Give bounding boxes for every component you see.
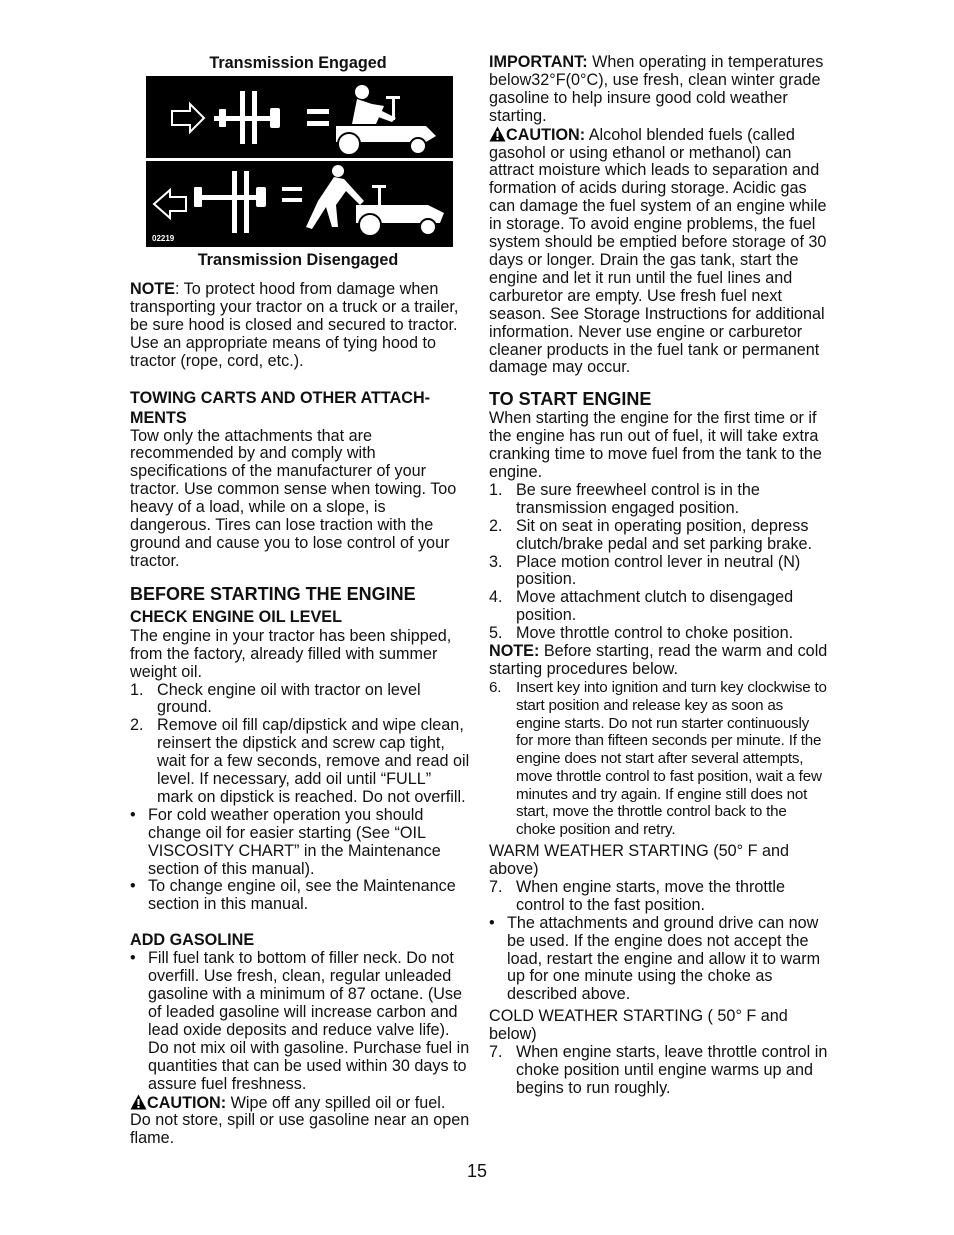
step-number: 6. — [489, 678, 502, 696]
gas-bullets — [130, 950, 470, 1093]
figure-code: 02219 — [152, 234, 175, 243]
alcohol-caution — [489, 126, 829, 378]
oil-intro: The engine in your tractor has been shipped, from the factory, already filled with summer weight oil. — [130, 626, 452, 681]
note-text: Before starting, read the warm and cold starting procedures below. — [489, 642, 828, 678]
step-number: 4. — [489, 588, 503, 607]
step-text: Move attachment clutch to disengaged position. — [516, 588, 794, 625]
starting-note — [489, 643, 829, 679]
towing-text: Tow only the attachments that are recommended by and comply with specifications of the manufacturer of your tractor. Use common sense when towing. Too heavy of a load, while on a slope, is dangerous. Tires can lose traction with the ground and cause you to lose control of your tractor. — [130, 426, 457, 570]
step-text: Move throttle control to choke position. — [516, 624, 794, 643]
important-text: When operating in temperatures below32°F(0°C), use fresh, clean winter grade gasoline to help insure good cold weather starting. — [489, 53, 824, 125]
caution-text: Alcohol blended fuels (called gasohol or using ethanol or methanol) can attract moisture which leads to separation and formation of acids during storage. Acidic gas can damage the fuel system of an engine while in storage. To avoid engine problems, the fuel system should be emptied before storage of 30 days or longer. Drain the gas tank, start the engine and let it run until the fuel lines and carburetor are empty. Use fresh fuel next season. See Storage Instructions for additional information. Never use engine or carburetor cleaner products in the fuel tank or permanent damage may occur. — [489, 125, 827, 377]
step-number: 7. — [489, 877, 503, 896]
bullet-icon: • — [130, 805, 136, 824]
bullet-text: The attachments and ground drive can now be used. If the engine does not accept the load, restart the engine and allow it to warm up for one minute using the choke as described above. — [507, 913, 821, 1004]
bullet-text: To change engine oil, see the Maintenance section in this manual. — [148, 877, 456, 914]
start-steps — [489, 482, 829, 643]
start-step — [489, 482, 829, 518]
right-text — [489, 54, 829, 1098]
gas-caution — [130, 1094, 470, 1149]
start-intro: When starting the engine for the first time or if the engine has run out of fuel, it will take extra cranking time to move fuel from the tank to the engine. — [489, 409, 822, 482]
step-number: 1. — [489, 480, 503, 499]
figure-bottom-caption: Transmission Disengaged — [197, 251, 399, 269]
page-number: 15 — [466, 1161, 488, 1181]
caution-text: Wipe off any spilled oil or fuel. Do not store, spill or use gasoline near an open flame. — [130, 1093, 470, 1148]
step-text: When engine starts, leave throttle control in choke position until engine warms up and begins to run roughly. — [516, 1043, 828, 1097]
step-number: 5. — [489, 624, 503, 643]
warm-bullet — [489, 915, 829, 1005]
caution-label: CAUTION: — [506, 125, 586, 144]
cold-step-7 — [489, 1044, 829, 1098]
towing-heading-line-1: TOWING CARTS AND OTHER ATTACH- — [130, 388, 431, 407]
oil-steps — [130, 682, 470, 807]
before-starting-heading: BEFORE STARTING THE ENGINE — [130, 583, 416, 604]
warning-icon — [130, 1094, 147, 1110]
step-number: 2. — [130, 716, 144, 735]
caution-label: CAUTION: — [147, 1093, 227, 1112]
step-text: Check engine oil with tractor on level ground. — [157, 680, 421, 717]
note-label: NOTE — [130, 280, 175, 298]
bullet-icon: • — [130, 949, 136, 968]
step-text: Be sure freewheel control is in the transmission engaged position. — [516, 480, 760, 517]
oil-bullets — [130, 807, 470, 914]
warm-step-7 — [489, 879, 829, 915]
note-text: : To protect hood from damage when transporting your tractor on a truck or a trailer, be sure hood is closed and secured to tractor. Use an appropriate means of tying hood to tractor (rope, cord, etc.). — [130, 280, 459, 370]
step-number: 2. — [489, 516, 503, 535]
towing-heading-line-2: MENTS — [130, 408, 187, 427]
start-step — [489, 589, 829, 625]
figure-top-caption: Transmission Engaged — [209, 54, 387, 72]
oil-bullet — [130, 878, 470, 914]
warning-icon — [489, 126, 506, 142]
important-label: IMPORTANT: — [489, 53, 588, 71]
note-label: NOTE: — [489, 642, 540, 661]
transmission-engaged-panel — [146, 76, 453, 158]
start-step-6 — [489, 679, 829, 839]
transmission-figure — [146, 76, 453, 247]
transmission-disengaged-panel — [146, 161, 453, 247]
step-text: When engine starts, move the throttle control to the fast position. — [516, 877, 786, 914]
start-engine-heading: TO START ENGINE — [489, 389, 652, 410]
step-number: 1. — [130, 680, 144, 699]
oil-bullet — [130, 807, 470, 879]
bullet-text: For cold weather operation you should change oil for easier starting (See “OIL VISCOSITY CHART” in the Maintenance section of this manual). — [148, 805, 441, 878]
hood-note — [130, 281, 470, 371]
start-step — [489, 518, 829, 554]
check-oil-heading: CHECK ENGINE OIL LEVEL — [130, 607, 342, 626]
start-step — [489, 625, 829, 643]
bullet-icon: • — [130, 877, 136, 896]
step-text: Sit on seat in operating position, depress clutch/brake pedal and set parking brake. — [516, 516, 813, 553]
step-number: 7. — [489, 1043, 503, 1062]
warm-weather-heading: WARM WEATHER STARTING (50° F and above) — [489, 842, 789, 878]
gas-bullet — [130, 950, 470, 1093]
step-text: Place motion control lever in neutral (N) position. — [516, 552, 801, 589]
left-text — [130, 281, 470, 1148]
oil-step — [130, 717, 470, 807]
bullet-text: Fill fuel tank to bottom of filler neck. Do not overfill. Use fresh, clean, regular unleaded gasoline with a minimum of 87 octane. (Use of leaded gasoline will increase carbon and lead oxide deposits and reduce valve life). Do not mix oil with gasoline. Purchase fuel in quantities that can be used within 30 days to assure fuel freshness. — [148, 949, 470, 1093]
start-step — [489, 554, 829, 590]
bullet-icon: • — [489, 913, 495, 932]
cold-weather-heading: COLD WEATHER STARTING ( 50° F and below) — [489, 1007, 788, 1044]
oil-step — [130, 682, 470, 718]
step-text: Remove oil fill cap/dipstick and wipe clean, reinsert the dipstick and screw cap tight, wait for a few seconds, remove and read oil level. If necessary, add oil until “FULL” mark on dipstick is reached. Do not overfill. — [157, 716, 470, 806]
add-gasoline-heading: ADD GASOLINE — [130, 931, 255, 950]
towing-heading — [130, 388, 470, 428]
step-number: 3. — [489, 552, 503, 571]
step-text: Insert key into ignition and turn key clockwise to start position and release key as soon as engine starts. Do not run starter continuously for more than fifteen seconds per minute. If the engine does not start after several attempts, move throttle control to fast position, wait a few minutes and try again. If engine still does not start, move the throttle control back to the choke position and retry. — [516, 678, 827, 839]
important-note — [489, 54, 829, 126]
